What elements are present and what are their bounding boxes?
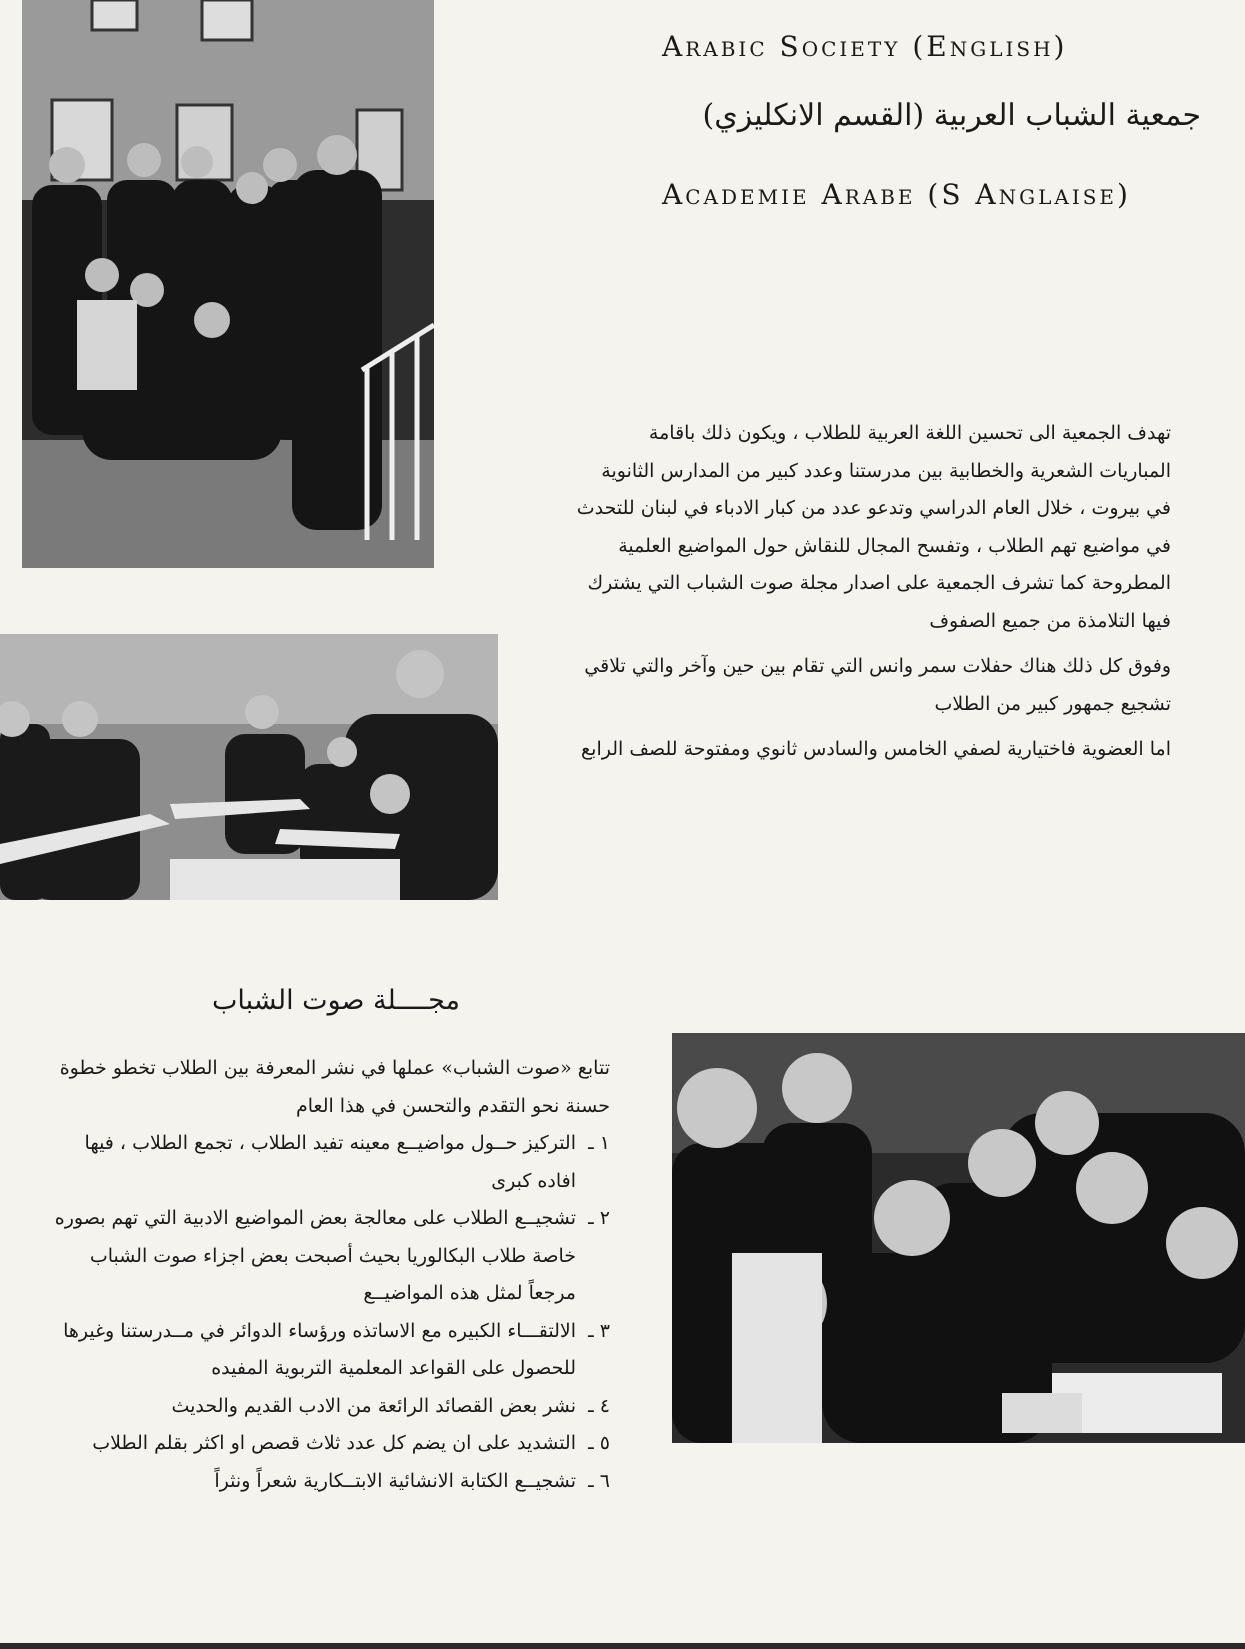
list-item-number: ١ ـ <box>588 1132 610 1154</box>
list-item <box>40 1425 610 1463</box>
society-description <box>575 415 1171 777</box>
list-item-number: ٣ ـ <box>588 1319 610 1342</box>
list-item-text: التركيز حــول مواضيــع معينه تفيد الطلاب ، تجمع الطلاب ، فيها افاده كبرى <box>84 1132 576 1192</box>
list-item-text: الالتقـــاء الكبيره مع الاساتذه ورؤساء الدوائر في مــدرستنا وغيرها للحصول على القواعد المعلمية التربوية المفيده <box>63 1319 576 1379</box>
group-photo-teacher <box>672 1033 1245 1443</box>
society-title-english: Arabic Society (English) <box>662 30 1068 63</box>
list-item-text: تشجيــع الكتابة الانشائية الابتــكارية شعراً ونثراً <box>214 1469 576 1492</box>
list-item-text: التشديد على ان يضم كل عدد ثلاث قصص او اكثر بقلم الطلاب <box>92 1432 576 1454</box>
magazine-intro: تتابع «صوت الشباب» عملها في نشر المعرفة بين الطلاب تخطو خطوة حسنة نحو التقدم والتحسن في هذا العام <box>59 1057 610 1117</box>
classroom-photo <box>0 634 498 900</box>
society-title-arabic: جمعية الشباب العربية (القسم الانكليزي) <box>702 98 1201 133</box>
list-item-number: ٦ ـ <box>588 1469 610 1492</box>
list-item-number: ٤ ـ <box>588 1394 610 1417</box>
magazine-goals-list <box>40 1125 610 1500</box>
list-item-number: ٢ ـ <box>588 1207 610 1229</box>
list-item-number: ٥ ـ <box>588 1432 610 1454</box>
magazine-section <box>40 1050 610 1500</box>
intro-paragraph-2: وفوق كل ذلك هناك حفلات سمر وانس التي تقام بين حين وآخر والتي تلاقي تشجيع جمهور كبير من الطلاب <box>584 655 1171 715</box>
group-photo-standing <box>22 0 434 568</box>
list-item <box>40 1200 610 1313</box>
list-item <box>40 1313 610 1388</box>
list-item-text: تشجيــع الطلاب على معالجة بعض المواضيع الادبية التي تهم بصوره خاصة طلاب البكالوريا بحيث أصبحت بعض اجزاء صوت الشباب مرجعاً لمثل هذه المواضيــع <box>54 1207 576 1304</box>
intro-paragraph-1: تهدف الجمعية الى تحسين اللغة العربية للطلاب ، ويكون ذلك باقامة المباريات الشعرية والخطابية بين مدرستنا وعدد كبير من المدارس الثانوية في بيروت ، خلال العام الدراسي وتدعو عدد من كبار الادباء في لبنان للتحدث في مواضيع تهم الطلاب ، وتفسح المجال للنقاش حول المواضيع العلمية المطروحة كما تشرف الجمعية على اصدار مجلة صوت الشباب التي يشترك فيها التلامذة من جميع الصفوف <box>576 422 1171 632</box>
bottom-border <box>0 1643 1245 1649</box>
society-title-french: Academie Arabe (S Anglaise) <box>662 178 1131 211</box>
intro-paragraph-3: اما العضوية فاختيارية لصفي الخامس والسادس ثانوي ومفتوحة للصف الرابع <box>581 738 1171 760</box>
magazine-title: مجــــلة صوت الشباب <box>211 985 460 1016</box>
list-item <box>40 1125 610 1200</box>
list-item-text: نشر بعض القصائد الرائعة من الادب القديم والحديث <box>171 1394 576 1417</box>
list-item <box>40 1388 610 1426</box>
list-item <box>40 1463 610 1501</box>
